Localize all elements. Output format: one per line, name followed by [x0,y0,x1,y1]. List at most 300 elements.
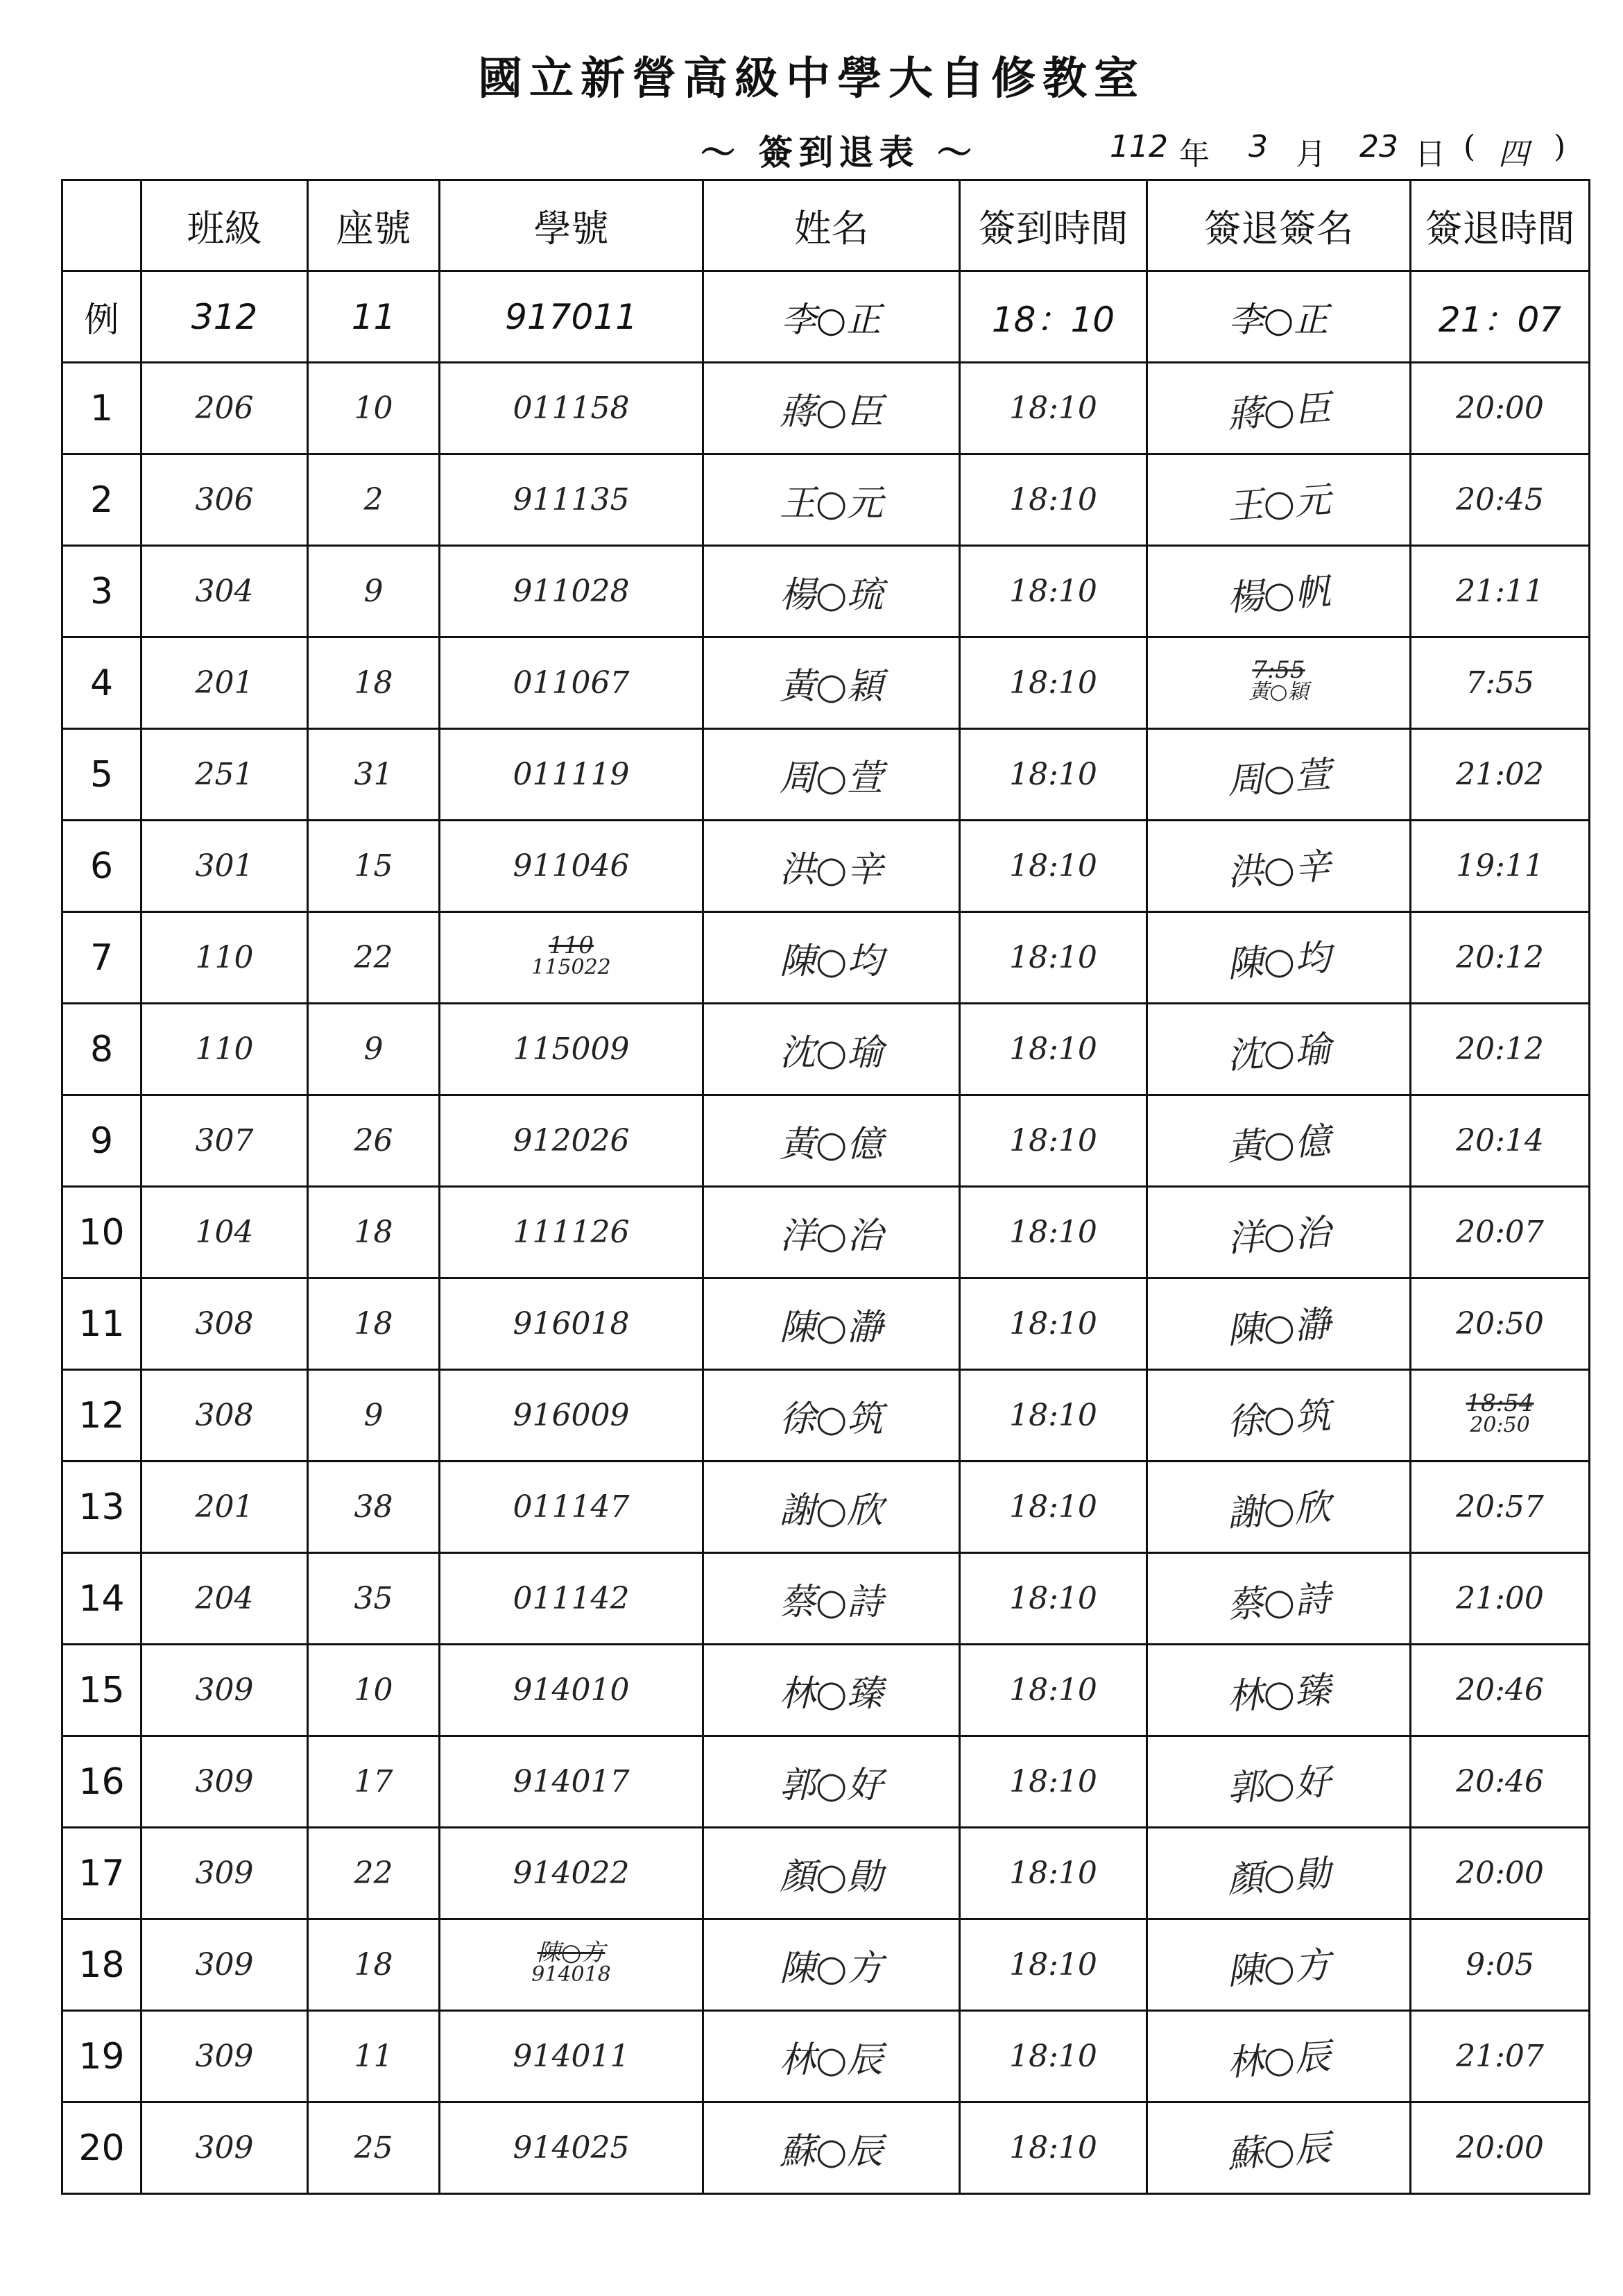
row-class-value: 206 [195,391,254,426]
row-name-value: 蔣○臣 [779,391,884,433]
row-student-id [440,546,703,637]
table-row [62,1462,1590,1553]
row-seat-value: 22 [354,940,393,975]
row-checkout-time [1411,546,1590,637]
row-student-id-value: 914017 [513,1764,630,1799]
row-class [141,729,308,821]
row-signature [1147,1370,1411,1462]
row-checkin-time-value: 18:10 [1009,848,1097,884]
row-class [141,1919,308,2011]
row-seat [308,1095,440,1187]
example-row [62,271,1590,363]
date-day: 23 [1359,129,1398,164]
row-signature-value: 陳○方 [1226,1944,1332,1994]
row-checkout-time [1411,912,1590,1004]
row-student-id-value: 914010 [513,1672,630,1708]
row-student-id-value: 011119 [513,757,630,792]
row-student-id-value: 115009 [513,1031,630,1067]
row-student-id-value: 914011 [513,2039,630,2074]
row-checkout-time-value: 7:55 [1466,665,1534,701]
row-name-value: 周○萱 [779,757,884,799]
row-signature-value: 郭○好 [1226,1760,1332,1810]
row-name [703,1187,960,1278]
row-student-id-value: 914022 [513,1856,630,1891]
row-checkin-time [960,1462,1147,1553]
sheet-date [1110,129,1581,171]
row-number [62,821,141,912]
row-checkin-time [960,2011,1147,2102]
row-signature [1147,821,1411,912]
row-name-value: 陳○瀞 [779,1307,884,1348]
row-class [141,1187,308,1278]
row-signature [1147,1095,1411,1187]
table-row [62,546,1590,637]
row-number-value: 18 [78,1944,125,1986]
row-signature [1147,637,1411,729]
row-checkout-time-struck-value: 18:54 [1466,1389,1534,1417]
row-signature [1147,1736,1411,1828]
row-class [141,912,308,1004]
row-checkout-time-value: 20:46 [1456,1764,1544,1799]
col-header-number [62,180,141,271]
row-number-value: 20 [78,2127,125,2169]
row-number-value: 3 [89,570,114,612]
row-signature [1147,2102,1411,2194]
row-number [62,1278,141,1370]
example-class: 312 [141,271,308,363]
row-seat [308,1187,440,1278]
row-checkin-time [960,912,1147,1004]
row-class-value: 309 [195,1947,254,1982]
row-seat [308,1278,440,1370]
row-seat [308,1919,440,2011]
date-day-unit: 日 [1415,137,1445,172]
row-name-value: 陳○方 [779,1948,884,1989]
row-checkin-time-value: 18:10 [1009,2130,1097,2166]
row-student-id [440,2102,703,2194]
row-checkin-time [960,1645,1147,1736]
row-number-value: 1 [89,387,114,429]
date-month: 3 [1248,129,1268,164]
row-checkin-time-value: 18:10 [1009,2039,1097,2074]
row-student-id-value: 011158 [513,391,630,426]
row-signature [1147,1645,1411,1736]
row-checkin-time [960,363,1147,454]
row-checkin-time-value: 18:10 [1009,1856,1097,1891]
page-subtitle: ～ 簽到退表 ～ [701,132,977,173]
row-student-id [440,912,703,1004]
row-number-value: 8 [89,1028,114,1070]
row-number [62,1736,141,1828]
row-name-value: 林○臻 [779,1673,884,1715]
row-checkin-time-value: 18:10 [1009,391,1097,426]
row-class-value: 309 [195,1672,254,1708]
row-checkin-time [960,637,1147,729]
row-number [62,363,141,454]
row-name [703,454,960,546]
row-number-value: 10 [78,1211,125,1253]
row-checkout-time-value: 20:12 [1456,940,1544,975]
table-row [62,2011,1590,2102]
row-signature-value: 徐○筑 [1226,1394,1332,1444]
table-row [62,2102,1590,2194]
row-name [703,1278,960,1370]
row-number-value: 19 [78,2035,125,2077]
page-title: 國立新營高級中學大自修教室 [478,53,1145,105]
row-checkin-time-value: 18:10 [1009,665,1097,701]
row-name-value: 王○元 [779,483,884,524]
row-checkin-time [960,729,1147,821]
row-name [703,2011,960,2102]
row-signature [1147,454,1411,546]
row-class-value: 306 [195,482,254,517]
row-student-id [440,1736,703,1828]
row-seat-value: 17 [354,1764,393,1799]
row-name-value: 謝○欣 [779,1490,884,1532]
row-checkout-time-value: 19:11 [1456,848,1544,884]
table-row [62,363,1590,454]
row-student-id [440,729,703,821]
row-seat [308,1553,440,1645]
row-signature-value: 沈○瑜 [1226,1028,1332,1078]
row-seat [308,2011,440,2102]
row-seat-value: 18 [354,665,393,701]
row-name [703,821,960,912]
row-student-id-value: 916009 [513,1398,630,1433]
row-name-value: 陳○均 [779,941,884,982]
row-signature-value: 林○辰 [1226,2035,1332,2085]
row-signature-value: 王○元 [1226,479,1332,529]
row-student-id [440,363,703,454]
row-signature-value: 陳○均 [1226,936,1332,986]
row-number [62,2011,141,2102]
row-number [62,2102,141,2194]
row-name [703,1828,960,1919]
row-name [703,637,960,729]
date-weekday: 四 [1498,137,1529,172]
row-signature [1147,1553,1411,1645]
row-student-id-struck-value: 110 [549,932,594,959]
row-checkout-time-value: 20:57 [1456,1489,1544,1525]
row-class-value: 251 [195,757,254,792]
row-checkout-time [1411,454,1590,546]
table-row [62,1278,1590,1370]
row-class [141,546,308,637]
row-checkout-time [1411,1278,1590,1370]
row-student-id-struck-value: 陳○方 [537,1939,606,1967]
row-checkin-time-value: 18:10 [1009,1306,1097,1342]
row-checkout-time [1411,1828,1590,1919]
row-seat [308,2102,440,2194]
row-seat-value: 10 [354,1672,393,1708]
row-student-id [440,1553,703,1645]
row-student-id [440,1004,703,1095]
row-seat-value: 2 [363,482,384,517]
row-signature-value: 林○臻 [1226,1669,1332,1719]
row-checkin-time [960,1828,1147,1919]
row-checkin-time [960,1553,1147,1645]
row-seat [308,1736,440,1828]
row-student-id [440,821,703,912]
row-student-id [440,1278,703,1370]
row-name [703,363,960,454]
row-name [703,729,960,821]
example-checkout-time: 21：07 [1411,271,1590,363]
row-checkin-time-value: 18:10 [1009,1947,1097,1982]
row-student-id-value: 011142 [513,1581,630,1616]
table-row [62,1095,1590,1187]
row-student-id [440,637,703,729]
date-weekday-close: ) [1554,129,1566,164]
row-name [703,1462,960,1553]
row-number-value: 13 [78,1486,125,1528]
row-checkout-time-value: 20:50 [1470,1413,1530,1437]
row-signature-value: 謝○欣 [1226,1486,1332,1536]
row-checkin-time [960,1278,1147,1370]
row-student-id-value: 011147 [513,1489,630,1525]
row-seat-value: 18 [354,1215,393,1250]
row-checkout-time-value: 20:00 [1456,1856,1544,1891]
row-number [62,1462,141,1553]
row-seat [308,637,440,729]
row-signature-struck-value: 7:55 [1252,656,1305,684]
row-checkin-time-value: 18:10 [1009,574,1097,609]
row-number [62,637,141,729]
row-checkin-time-value: 18:10 [1009,1764,1097,1799]
row-name [703,1095,960,1187]
row-name [703,1004,960,1095]
row-student-id-value: 914018 [531,1962,611,1987]
row-student-id-value: 914025 [513,2130,630,2166]
row-number-value: 15 [78,1669,125,1711]
row-number-value: 9 [89,1120,114,1162]
row-student-id-value: 911028 [513,574,630,609]
table-row [62,1828,1590,1919]
row-class-value: 304 [195,574,254,609]
row-student-id-value: 911135 [513,482,630,517]
row-seat-value: 22 [354,1856,393,1891]
row-checkin-time-value: 18:10 [1009,940,1097,975]
row-class [141,1828,308,1919]
row-signature [1147,546,1411,637]
row-checkout-time [1411,1645,1590,1736]
row-class-value: 309 [195,2039,254,2074]
row-checkin-time [960,2102,1147,2194]
row-student-id [440,1828,703,1919]
row-seat-value: 18 [354,1947,393,1982]
table-row [62,1736,1590,1828]
example-signature: 李○正 [1147,271,1411,363]
row-checkout-time-value: 20:50 [1456,1306,1544,1342]
row-number [62,1370,141,1462]
row-number-value: 17 [78,1852,125,1894]
row-class-value: 308 [195,1306,254,1342]
row-student-id [440,1370,703,1462]
example-label: 例 [62,271,141,363]
row-class [141,363,308,454]
row-signature [1147,363,1411,454]
row-checkin-time-value: 18:10 [1009,1398,1097,1433]
row-class [141,454,308,546]
row-number [62,1187,141,1278]
row-checkout-time [1411,729,1590,821]
row-class [141,2011,308,2102]
row-checkout-time-value: 20:45 [1456,482,1544,517]
table-row [62,1919,1590,2011]
row-number [62,1004,141,1095]
row-checkin-time [960,1004,1147,1095]
row-checkout-time [1411,1095,1590,1187]
row-signature [1147,2011,1411,2102]
row-name [703,1736,960,1828]
row-number [62,1553,141,1645]
row-checkin-time [960,1187,1147,1278]
row-number-value: 2 [89,479,114,521]
row-checkin-time-value: 18:10 [1009,1672,1097,1708]
row-number [62,1095,141,1187]
row-student-id [440,1187,703,1278]
row-class-value: 110 [195,940,254,975]
row-checkout-time [1411,2102,1590,2194]
row-number [62,1645,141,1736]
row-checkout-time-value: 21:07 [1456,2039,1544,2074]
row-class [141,1370,308,1462]
example-seat: 11 [308,271,440,363]
row-checkout-time-value: 21:02 [1456,757,1544,792]
row-student-id [440,1462,703,1553]
row-number-value: 4 [89,662,114,704]
row-checkin-time-value: 18:10 [1009,482,1097,517]
row-checkout-time-value: 21:11 [1456,574,1544,609]
row-seat-value: 38 [354,1489,393,1525]
row-checkout-time-value: 20:07 [1456,1215,1544,1250]
row-seat [308,546,440,637]
row-seat [308,912,440,1004]
row-signature [1147,912,1411,1004]
row-number-value: 11 [78,1303,125,1345]
row-signature-value: 蔣○臣 [1226,387,1332,437]
row-checkout-time [1411,1370,1590,1462]
row-student-id [440,1095,703,1187]
row-class [141,1736,308,1828]
date-year-unit: 年 [1179,137,1210,172]
row-checkout-time [1411,1462,1590,1553]
row-name-value: 徐○筑 [779,1398,884,1440]
row-checkout-time [1411,637,1590,729]
row-class [141,1645,308,1736]
row-seat [308,1004,440,1095]
row-number-value: 7 [89,936,114,979]
table-row [62,729,1590,821]
row-seat-value: 9 [363,1398,384,1433]
row-checkout-time-value: 20:46 [1456,1672,1544,1708]
row-checkout-time [1411,363,1590,454]
row-signature [1147,1278,1411,1370]
row-student-id [440,1919,703,2011]
row-seat [308,1645,440,1736]
row-seat [308,1370,440,1462]
row-number-value: 14 [78,1577,125,1620]
row-checkout-time [1411,821,1590,912]
row-checkout-time-value: 20:00 [1456,2130,1544,2166]
row-signature-value: 洋○治 [1226,1211,1332,1261]
row-name [703,546,960,637]
row-name-value: 楊○琉 [779,574,884,616]
table-row [62,1187,1590,1278]
row-class [141,2102,308,2194]
row-checkout-time [1411,1004,1590,1095]
row-seat [308,729,440,821]
row-class-value: 308 [195,1398,254,1433]
example-name: 李○正 [703,271,960,363]
row-signature-value: 黃○穎 [1248,680,1309,704]
row-class [141,1278,308,1370]
row-seat [308,1462,440,1553]
date-month-unit: 月 [1296,137,1326,172]
row-checkin-time [960,821,1147,912]
row-signature-value: 蔡○詩 [1226,1577,1332,1627]
row-student-id [440,454,703,546]
row-signature [1147,1919,1411,2011]
row-seat-value: 26 [354,1123,393,1158]
row-student-id-value: 011067 [513,665,630,701]
table-row [62,1553,1590,1645]
col-header-name: 姓名 [703,180,960,271]
row-name-value: 顏○勛 [779,1856,884,1898]
row-signature-value: 蘇○辰 [1226,2127,1332,2177]
row-checkout-time-value: 20:12 [1456,1031,1544,1067]
row-seat-value: 18 [354,1306,393,1342]
row-class-value: 201 [195,665,254,701]
col-header-student-id: 學號 [440,180,703,271]
sign-in-table [61,179,1590,2195]
row-checkout-time-value: 20:00 [1456,391,1544,426]
row-checkout-time-correction [1466,1391,1534,1436]
row-seat-value: 9 [363,574,384,609]
date-year: 112 [1110,129,1168,164]
date-weekday-open: ( [1463,129,1476,164]
row-student-id [440,1645,703,1736]
row-seat-value: 25 [354,2130,393,2166]
row-name-value: 林○辰 [779,2039,884,2081]
row-signature [1147,1004,1411,1095]
row-name-value: 黃○億 [779,1124,884,1165]
row-student-id [440,2011,703,2102]
row-checkin-time-value: 18:10 [1009,1215,1097,1250]
row-signature [1147,729,1411,821]
row-signature-value: 周○萱 [1226,753,1332,803]
row-number-value: 6 [89,845,114,887]
row-checkout-time [1411,2011,1590,2102]
row-student-id-value: 912026 [513,1123,630,1158]
row-number [62,454,141,546]
row-number [62,546,141,637]
row-signature [1147,1462,1411,1553]
col-header-checkout-signature: 簽退簽名 [1147,180,1411,271]
row-class-value: 110 [195,1031,254,1067]
row-class-value: 307 [195,1123,254,1158]
row-name-value: 黃○穎 [779,666,884,708]
col-header-class: 班級 [141,180,308,271]
row-checkout-time-value: 9:05 [1466,1947,1534,1982]
row-number [62,1919,141,2011]
row-student-id-value: 111126 [513,1215,630,1250]
row-seat [308,1828,440,1919]
row-name-value: 洪○辛 [779,849,884,891]
table-row [62,912,1590,1004]
row-name-value: 沈○瑜 [779,1032,884,1074]
table-row [62,1370,1590,1462]
